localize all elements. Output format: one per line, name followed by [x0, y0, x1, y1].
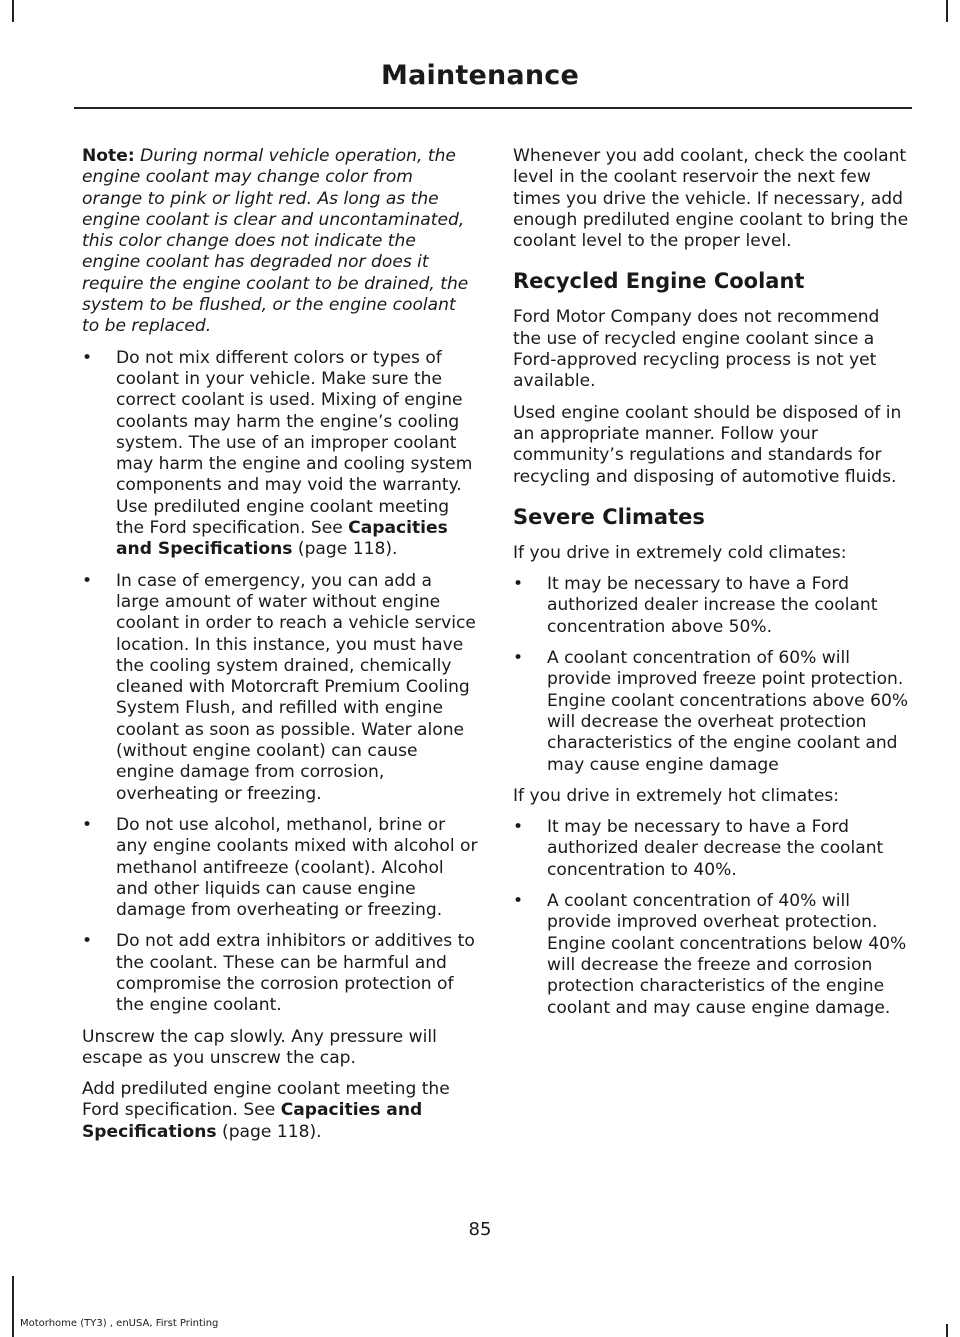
- page-reference: (page 118).: [216, 1121, 322, 1142]
- cold-intro: If you drive in extremely cold climates:: [513, 542, 847, 563]
- crop-mark-top-right: [946, 0, 948, 22]
- hot-intro: If you drive in extremely hot climates:: [513, 785, 840, 806]
- bullet-icon: •: [513, 574, 524, 595]
- bullet-text: It may be necessary to have a Ford authorized dealer decrease the coolant concentration to 40%.: [547, 817, 884, 880]
- crop-mark-bottom-left: [12, 1276, 14, 1337]
- add-coolant-paragraph: [82, 1079, 478, 1143]
- climates-heading: Severe Climates: [513, 504, 705, 529]
- bullet-icon: •: [82, 570, 93, 591]
- note-label: Note:: [82, 146, 135, 166]
- note-paragraph: [82, 146, 478, 338]
- list-item: [513, 648, 911, 776]
- whenever-paragraph: Whenever you add coolant, check the coolant level in the coolant reservoir the next few times you drive the vehicle. If necessary, add enough prediluted engine coolant to bring the coolant level to the proper level.: [513, 146, 909, 252]
- page-number: 85: [468, 1219, 492, 1240]
- bullet-text: A coolant concentration of 40% will provide improved overheat protection. Engine coolant concentrations below 40% will decrease the freeze and corrosion protection characteristics of the engine coolant and may cause engine damage.: [547, 891, 907, 1018]
- recycled-heading: Recycled Engine Coolant: [513, 269, 805, 294]
- list-item: [513, 817, 911, 881]
- recycled-paragraph-1: Ford Motor Company does not recommend the use of recycled engine coolant since a Ford-approved recycling process is not yet available.: [513, 307, 880, 392]
- bullet-text: In case of emergency, you can add a large amount of water without engine coolant in order to reach a vehicle service location. In this instance, you must have the cooling system drained, chemically cleaned with Motorcraft Premium Cooling System Flush, and refilled with engine coolant as soon as possible. Water alone (without engine coolant) can cause engine damage from corrosion, overheating or freezing.: [116, 570, 476, 804]
- list-item: [513, 574, 911, 638]
- list-item: [82, 931, 478, 1016]
- page-reference: (page 118).: [292, 539, 398, 560]
- bullet-icon: •: [513, 817, 524, 838]
- page-title: Maintenance: [381, 60, 579, 91]
- crop-mark-top-left: [12, 0, 14, 22]
- crop-mark-bottom-right: [946, 1324, 948, 1337]
- header-divider: [74, 107, 912, 109]
- footer-edition: Motorhome (TY3) , enUSA, First Printing: [20, 1318, 219, 1329]
- capacities-link[interactable]: Capacities and Specifications: [116, 518, 448, 560]
- bullet-text: A coolant concentration of 60% will provide improved freeze point protection. Engine coolant concentrations above 60% will decrease the overheat protection characteristics of the engine coolant and may cause engine damage: [547, 648, 909, 775]
- bullet-text: It may be necessary to have a Ford authorized dealer increase the coolant concentration above 50%.: [547, 574, 878, 637]
- bullet-text: Do not add extra inhibitors or additives to the coolant. These can be harmful and compromise the corrosion protection of the engine coolant.: [116, 931, 475, 1016]
- capacities-link[interactable]: Capacities and Specifications: [82, 1100, 423, 1142]
- right-column: [513, 146, 911, 1029]
- bullet-icon: •: [82, 931, 93, 952]
- list-item: [82, 571, 478, 805]
- list-item: [513, 891, 911, 1019]
- bullet-icon: •: [513, 648, 524, 669]
- bullet-icon: •: [82, 814, 93, 835]
- note-text: During normal vehicle operation, the engine coolant may change color from orange to pink or light red. As long as the engine coolant is clear and uncontaminated, this color change does not indicate the engine coolant has degraded nor does it require the engine coolant to be drained, the system to be flushed, or the engine coolant to be replaced.: [82, 146, 469, 337]
- bullet-text: Do not use alcohol, methanol, brine or any engine coolants mixed with alcohol or methanol antifreeze (coolant). Alcohol and other liquids can cause engine damage from overheating or freezing.: [116, 814, 478, 921]
- bullet-icon: •: [82, 347, 93, 368]
- bullet-text: Do not mix different colors or types of coolant in your vehicle. Make sure the correct coolant is used. Mixing of engine coolants may harm the engine’s cooling system. The use of an improper coolant may harm the engine and cooling system components and may void the warranty. Use prediluted engine coolant meeting the Ford specification. See: [116, 347, 473, 539]
- recycled-paragraph-2: Used engine coolant should be disposed of in an appropriate manner. Follow your community’s regulations and standards for recycling and disposing of automotive fluids.: [513, 402, 902, 487]
- unscrew-paragraph: Unscrew the cap slowly. Any pressure will escape as you unscrew the cap.: [82, 1026, 437, 1068]
- bullet-icon: •: [513, 891, 524, 912]
- add-coolant-text: Add prediluted engine coolant meeting the Ford specification. See: [82, 1079, 450, 1121]
- left-column: [82, 146, 478, 1153]
- list-item: [82, 348, 478, 561]
- list-item: [82, 815, 478, 921]
